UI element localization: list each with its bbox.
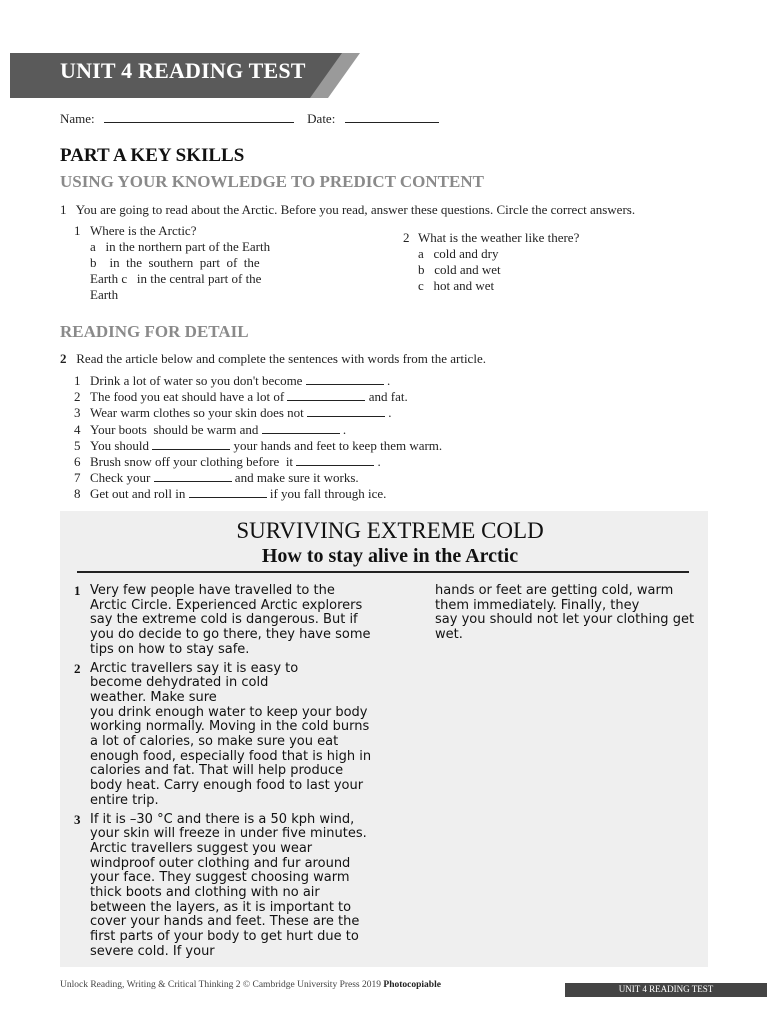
sentence-end: . [386,373,391,388]
article-subtitle: How to stay alive in the Arctic [261,545,519,567]
sentence-number: 2 [74,389,81,405]
paragraph-text: Very few people have travelled to the Arctic Circle. Experienced Arctic explorers say the extreme cold is dangerous. But if you do decide to go there, they have some tips on how to stay safe. [90,583,371,657]
question-number: 1 [60,202,67,217]
sub-number: 2 [403,230,410,245]
sentence-text: The food you eat should have a lot of [90,389,285,405]
footer-credit [60,980,441,990]
sentence-end: and fat. [368,389,408,405]
answer-blank[interactable] [296,455,374,466]
answer-option-c[interactable]: c hot and wet [418,278,495,293]
sentence-text: Brush snow off your clothing before it [90,454,294,470]
sentence-list [74,373,442,503]
sub-question-text: Where is the Arctic? [90,223,197,238]
sentence-number: 6 [74,454,81,470]
article-column-right [435,584,710,643]
sentence-end: your hands and feet to keep them warm. [233,437,443,453]
sub-number: 1 [74,223,81,238]
paragraph-text: say you should not let your clothing get wet. [435,612,695,643]
question-number: 2 [60,351,67,366]
question-2 [60,351,486,367]
sentence-item [74,486,442,502]
paragraph-text: Arctic travellers say it is easy to become dehydrated in cold [90,660,299,691]
sentence-text: Your boots should be warm and [90,421,259,437]
name-date-row [60,110,439,127]
sentence-number: 1 [74,373,81,388]
question-text: You are going to read about the Arctic. Before you read, answer these questions. Circle the correct answers. [75,202,636,217]
name-label: Name: [60,111,95,126]
sentence-item [74,470,442,486]
sentence-end: if you fall through ice. [269,486,387,502]
sentence-item [74,389,442,405]
sentence-end: . [342,421,347,437]
unit-title: UNIT 4 READING TEST [60,58,306,83]
answer-blank[interactable] [154,471,232,482]
answer-blank[interactable] [262,423,340,434]
paragraph-text: you drink enough water to keep your body working normally. Moving in the cold burns a lot of calories, so make sure you eat enough food, especially food that is high in calories and fat. That will help produce body heat. Carry enough food to last your entire trip. [90,704,372,808]
sentence-item [74,405,442,421]
answer-blank[interactable] [287,390,365,401]
sentence-text: Drink a lot of water so you don't become [90,373,303,388]
sub-question-1 [74,223,284,303]
sentence-item [74,454,442,470]
paragraph-text: If it is –30 °C and there is a 50 kph wind, your skin will freeze in under five minutes. Arctic travellers suggest you wear windproof outer clothing and fur around your face. They suggest choosing warm thick boots and clothing with no air between the layers, as it is important to cover your hands and feet. These are the first parts of your body to get hurt due to severe cold. If your [90,811,367,959]
date-field-line[interactable] [345,110,439,123]
question-text: Read the article below and complete the sentences with words from the article. [76,351,486,366]
name-field-line[interactable] [104,110,294,123]
paragraph-number: 1 [74,583,81,598]
paragraph-text: hands or feet are getting cold, warm them immediately. Finally, they [435,583,674,613]
sentence-item [74,373,442,389]
reading-for-detail-heading: READING FOR DETAIL [60,322,249,341]
answer-blank[interactable] [152,439,230,450]
answer-option-b[interactable]: b cold and wet [418,262,501,277]
sentence-end: . [377,454,381,470]
article-column-left [74,584,374,964]
answer-option-c-cont: Earth [90,287,119,302]
answer-option-c[interactable]: Earth c in the central part of the [90,271,262,286]
date-label: Date: [307,111,336,126]
title-divider [77,571,689,573]
sentence-end: and make sure it works. [234,470,359,486]
part-a-heading: PART A KEY SKILLS [60,145,245,166]
paragraph-text: weather. Make sure [90,689,217,705]
sentence-item [74,422,442,438]
answer-option-b[interactable]: b in the southern part of the [90,255,260,270]
sentence-number: 5 [74,437,81,453]
sentence-text: Wear warm clothes so your skin does not [90,405,304,421]
question-1 [60,202,635,218]
answer-option-a[interactable]: a in the northern part of the Earth [90,239,271,254]
sub-question-text: What is the weather like there? [418,230,580,245]
article-paragraph [74,662,374,809]
sentence-number: 3 [74,405,81,421]
photocopiable-label: Photocopiable [383,980,441,990]
sentence-number: 7 [74,470,81,486]
sentence-number: 8 [74,486,81,502]
sentence-number: 4 [74,421,81,437]
answer-blank[interactable] [306,374,384,385]
footer-tag-label: UNIT 4 READING TEST [618,984,714,994]
sentence-text: You should [90,437,150,453]
sub-question-2 [403,230,579,294]
sentence-text: Get out and roll in [90,486,186,502]
article-title: SURVIVING EXTREME COLD [236,518,544,543]
sentence-item [74,438,442,454]
paragraph-number: 3 [74,811,81,827]
article-paragraph [74,584,374,658]
answer-option-a[interactable]: a cold and dry [418,246,499,261]
answer-blank[interactable] [307,406,385,417]
paragraph-number: 2 [74,660,81,676]
copyright-text: Unlock Reading, Writing & Critical Thinking 2 © Cambridge University Press 2019 [60,980,382,990]
sentence-end: . [388,405,392,421]
predict-content-subheading: USING YOUR KNOWLEDGE TO PREDICT CONTENT [60,172,484,191]
sentence-text: Check your [90,470,151,486]
answer-blank[interactable] [189,487,267,498]
article-paragraph [74,813,374,960]
